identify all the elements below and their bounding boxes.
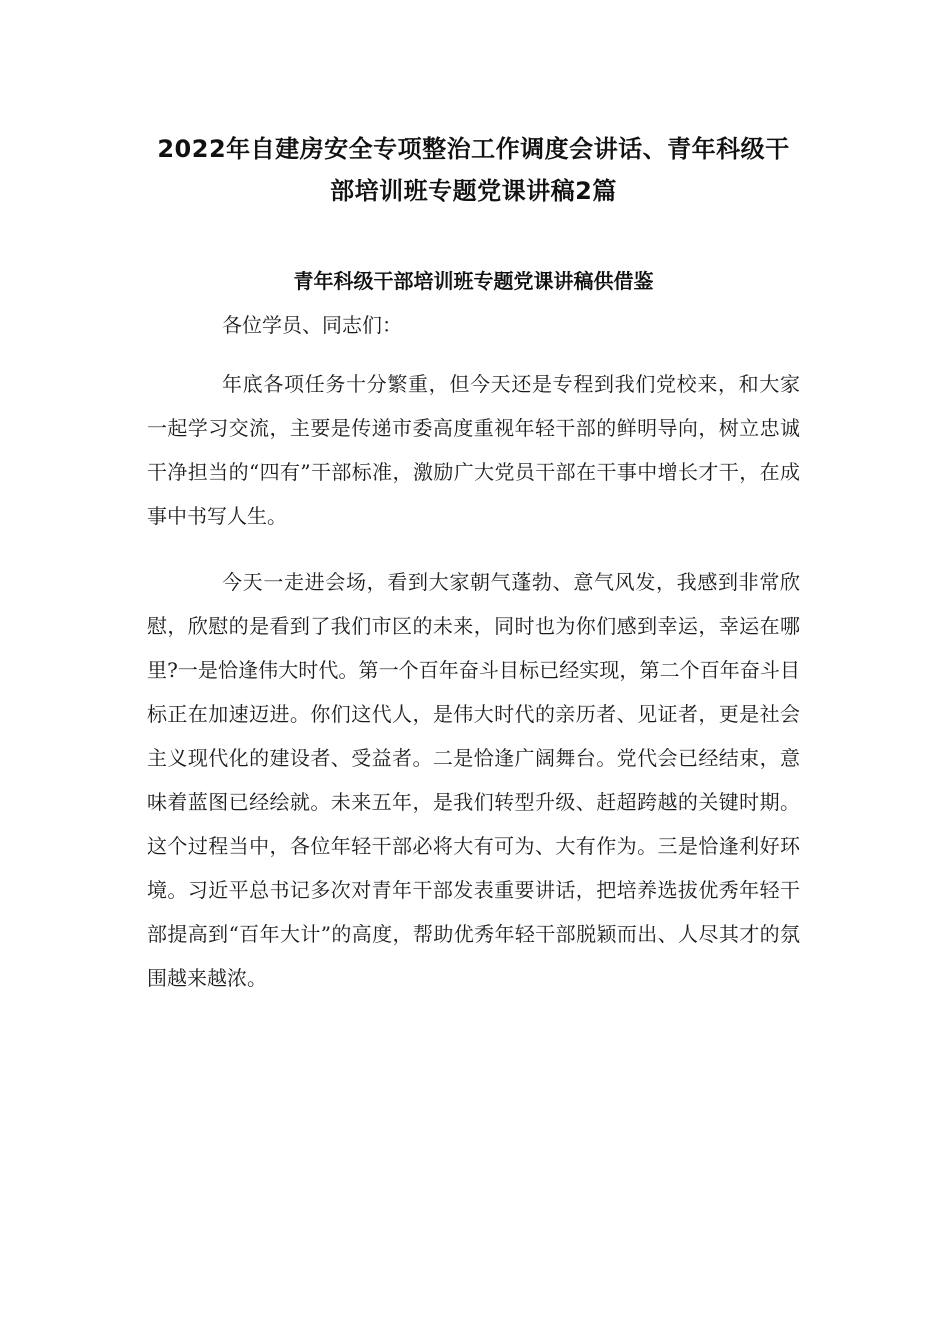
document-title-line-1: 2022年自建房安全专项整治工作调度会讲话、青年科级干 [157, 135, 790, 163]
salutation: 各位学员、同志们： [222, 313, 402, 337]
document-title-line-2: 部培训班专题党课讲稿2篇 [330, 177, 617, 205]
body-paragraph-2: 今天一走进会场，看到大家朝气蓬勃、意气风发，我感到非常欣慰，欣慰的是看到了我们市区的未来，同时也为你们感到幸运，幸运在哪里?一是恰逢伟大时代。第一个百年奋斗目标已经实现，第二个百年奋斗目标正在加速迈进。你们这代人，是伟大时代的亲历者、见证者，更是社会主义现代化的建设者、受益者。二是恰逢广阔舞台。党代会已经结束，意味着蓝图已经绘就。未来五年，是我们转型升级、赶超跨越的关键时期。这个过程当中，各位年轻干部必将大有可为、大有作为。三是恰逢利好环境。习近平总书记多次对青年干部发表重要讲话，把培养选拔优秀年轻干部提高到“百年大计”的高度，帮助优秀年轻干部脱颖而出、人尽其才的氛围越来越浓。 [147, 570, 800, 990]
document-title [147, 128, 800, 212]
section-heading: 青年科级干部培训班专题党课讲稿供借鉴 [293, 269, 654, 293]
body-paragraph-1: 年底各项任务十分繁重，但今天还是专程到我们党校来，和大家一起学习交流，主要是传递市委高度重视年轻干部的鲜明导向，树立忠诚干净担当的“四有”干部标准，激励广大党员干部在干事中增长才干，在成事中书写人生。 [147, 372, 800, 528]
